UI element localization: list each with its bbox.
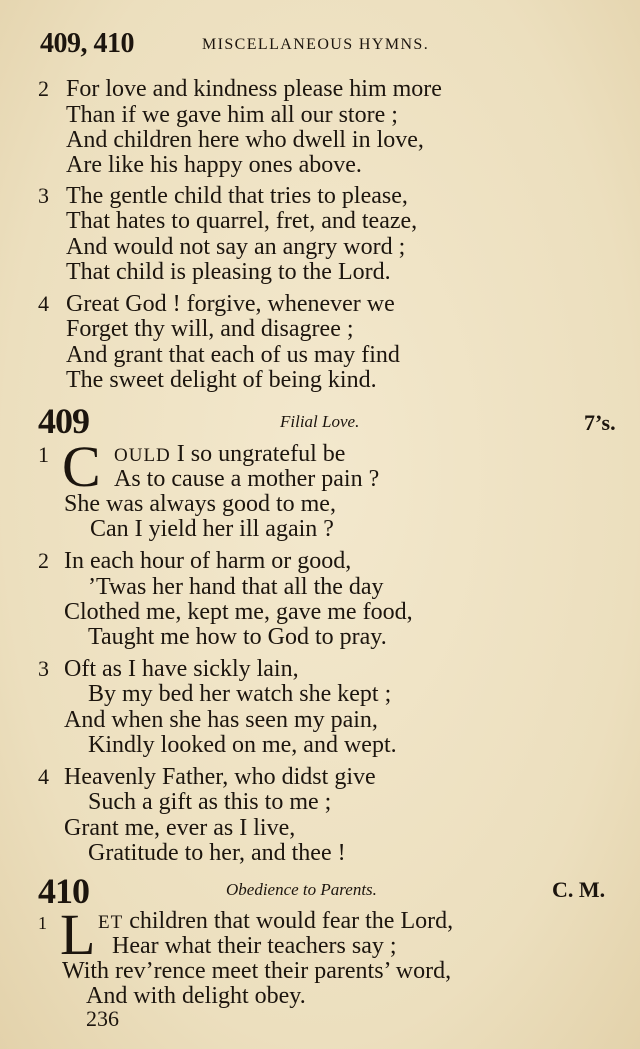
- verse-number: 2: [38, 548, 49, 573]
- verse-line: Grant me, ever as I live,: [64, 815, 296, 841]
- verse-line: Oft as I have sickly lain,: [64, 656, 299, 682]
- verse-line: Than if we gave him all our store ;: [66, 102, 398, 128]
- verse-line: In each hour of harm or good,: [64, 548, 352, 574]
- verse-line: Are like his happy ones above.: [66, 152, 362, 178]
- hymn-number: 410: [38, 871, 89, 911]
- verse-line: And would not say an angry word ;: [66, 234, 406, 260]
- hymn-title: Filial Love.: [280, 412, 360, 431]
- hymn-range-numbers: 409, 410: [40, 28, 134, 59]
- section-title: MISCELLANEOUS HYMNS.: [202, 36, 430, 53]
- verse-number: 1: [38, 442, 49, 467]
- verse-line: With rev’rence meet their parents’ word,: [62, 958, 452, 984]
- verse-line: The sweet delight of being kind.: [66, 367, 377, 393]
- drop-capital: C: [62, 434, 101, 499]
- verse-line: And grant that each of us may find: [66, 342, 400, 368]
- verse-line: Heavenly Father, who didst give: [64, 764, 376, 790]
- verse-line: That child is pleasing to the Lord.: [66, 259, 391, 285]
- verse-line: ’Twas her hand that all the day: [88, 574, 384, 600]
- verse-line: She was always good to me,: [64, 491, 336, 517]
- verse-line: By my bed her watch she kept ;: [88, 681, 392, 707]
- verse-line: Gratitude to her, and thee !: [88, 840, 346, 866]
- verse-line: Can I yield her ill again ?: [90, 516, 334, 542]
- verse-number: 3: [38, 183, 49, 208]
- drop-capital: L: [60, 902, 96, 967]
- verse-line: That hates to quarrel, fret, and teaze,: [66, 208, 418, 234]
- first-line: [98, 908, 453, 936]
- verse-line: Hear what their teachers say ;: [112, 933, 397, 959]
- verse-line: Forget thy will, and disagree ;: [66, 316, 354, 342]
- verse-number: 2: [38, 76, 49, 101]
- page-number: 236: [86, 1006, 119, 1031]
- first-word: ET: [98, 912, 124, 933]
- verse-line: And children here who dwell in love,: [66, 127, 424, 153]
- verse-number: 4: [38, 764, 49, 789]
- verse-number: 4: [38, 291, 49, 316]
- verse-line: And when she has seen my pain,: [64, 707, 378, 733]
- verse-line: As to cause a mother pain ?: [114, 466, 380, 492]
- hymn-number: 409: [38, 401, 89, 441]
- verse-line: Great God ! forgive, whenever we: [66, 291, 395, 317]
- verse-number: 3: [38, 656, 49, 681]
- first-line: [114, 441, 345, 469]
- first-line-rest: I so ungrateful be: [176, 441, 346, 467]
- first-word: OULD: [114, 445, 171, 466]
- verse-line: And with delight obey.: [86, 983, 306, 1009]
- verse-line: The gentle child that tries to please,: [66, 183, 408, 209]
- verse-line: Such a gift as this to me ;: [88, 789, 332, 815]
- hymn-meter: C. M.: [552, 877, 606, 902]
- verse-line: Taught me how to God to pray.: [88, 624, 387, 650]
- verse-number: 1: [38, 913, 47, 933]
- hymn-meter: 7’s.: [584, 410, 616, 435]
- verse-line: For love and kindness please him more: [66, 76, 442, 102]
- verse-line: Clothed me, kept me, gave me food,: [64, 599, 413, 625]
- running-head: [40, 28, 600, 60]
- hymn-title: Obedience to Parents.: [226, 880, 377, 899]
- verse-line: Kindly looked on me, and wept.: [88, 732, 397, 758]
- first-line-rest: children that would fear the Lord,: [129, 908, 454, 934]
